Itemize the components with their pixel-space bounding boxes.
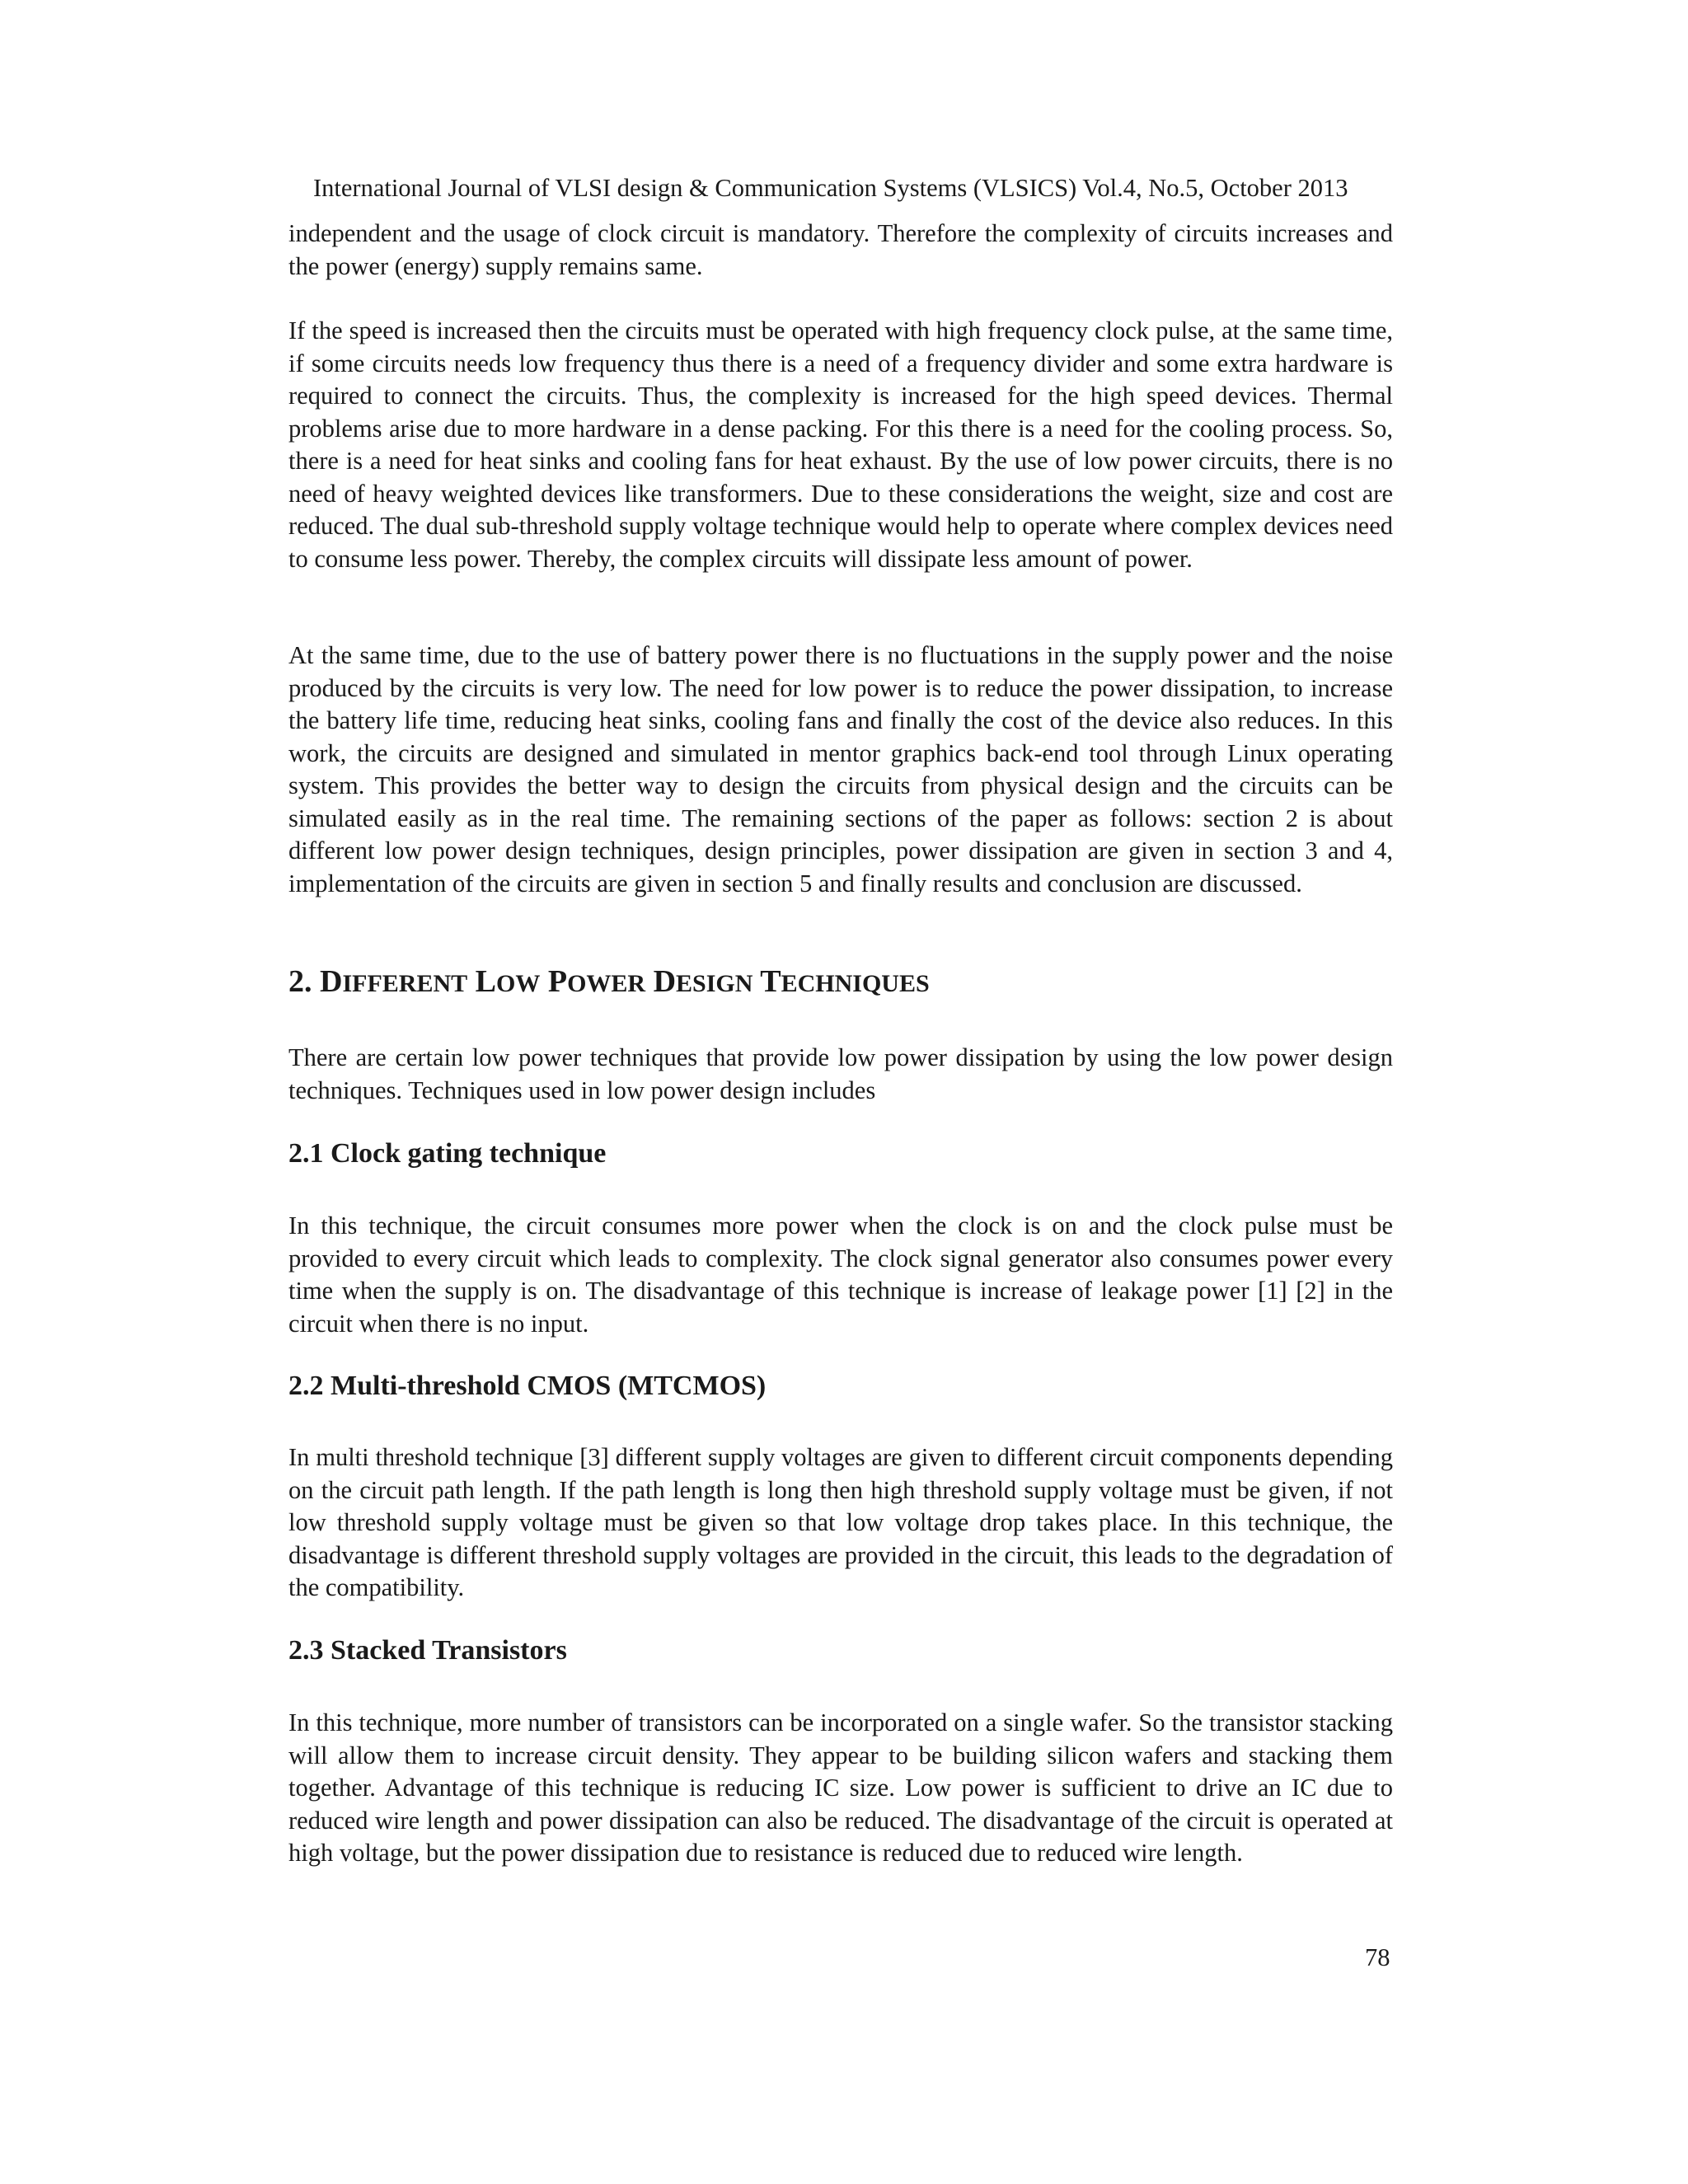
subsection-2-2-text: In multi threshold technique [3] different supply voltages are given to different circuit components depending on the circuit path length. If the path length is long then high threshold supply voltage must be given, if not low threshold supply voltage must be given so that low voltage drop takes place. In this technique, the disadvantage is different threshold supply voltages are provided in the circuit, this leads to the degradation of the compatibility. <box>288 1443 1393 1601</box>
heading-word-rest: OW <box>496 970 541 997</box>
subsection-2-3-text: In this technique, more number of transistors can be incorporated on a single wafer. So the transistor stacking will allow them to increase circuit density. They appear to be building silicon wafers and stacking them together. Advantage of this technique is reducing IC size. Low power is sufficient to drive an IC due to reduced wire length and power dissipation can also be reduced. The disadvantage of the circuit is operated at high voltage, but the power dissipation due to resistance is reduced due to reduced wire length. <box>288 1708 1393 1867</box>
heading-word-initial: L <box>475 964 496 999</box>
heading-word-initial: P <box>547 964 568 999</box>
section-2-heading <box>288 962 1393 1004</box>
section-2-intro: There are certain low power techniques that provide low power dissipation by using the low power design techniques. Techniques used in low power design includes <box>288 1043 1393 1104</box>
heading-word-initial: T <box>760 964 781 999</box>
subsection-2-1-text: In this technique, the circuit consumes more power when the clock is on and the clock pulse must be provided to every circuit which leads to complexity. The clock signal generator also consumes power every time when the supply is on. The disadvantage of this technique is increase of leakage power [1] [2] in the circuit when there is no input. <box>288 1212 1393 1338</box>
running-header: International Journal of VLSI design & Communication Systems (VLSICS) Vol.4, No.5, October 2013 <box>313 174 1348 202</box>
paragraph-speed: If the speed is increased then the circuits must be operated with high frequency clock pulse, at the same time, if some circuits needs low frequency thus there is a need of a frequency divider and some extra hardware is required to connect the circuits. Thus, the complexity is increased for the high speed devices. Thermal problems arise due to more hardware in a dense packing. For this there is a need for the cooling process. So, there is a need for heat sinks and cooling fans for heat exhaust. By the use of low power circuits, there is no need of heavy weighted devices like transformers. Due to these considerations the weight, size and cost are reduced. The dual sub-threshold supply voltage technique would help to operate where complex devices need to consume less power. Thereby, the complex circuits will dissipate less amount of power. <box>288 316 1393 573</box>
subsection-2-1-heading: 2.1 Clock gating technique <box>288 1138 607 1169</box>
subsection-2-2-heading: 2.2 Multi-threshold CMOS (MTCMOS) <box>288 1371 767 1401</box>
paragraph-battery: At the same time, due to the use of battery power there is no fluctuations in the supply power and the noise produced by the circuits is very low. The need for low power is to reduce the power dissipation, to increase the battery life time, reducing heat sinks, cooling fans and finally the cost of the device also reduces. In this work, the circuits are designed and simulated in mentor graphics back-end tool through Linux operating system. This provides the better way to design the circuits from physical design and the circuits can be simulated easily as in the real time. The remaining sections of the paper as follows: section 2 is about different low power design techniques, design principles, power dissipation are given in section 3 and 4, implementation of the circuits are given in section 5 and finally results and conclusion are discussed. <box>288 641 1393 898</box>
heading-word-rest: IFFERENT <box>342 970 468 997</box>
page-number: 78 <box>1365 1943 1390 1971</box>
heading-word-rest: OWER <box>567 970 646 997</box>
heading-word-rest: ECHNIQUES <box>781 970 930 997</box>
heading-word-initial: D <box>320 964 343 999</box>
heading-word-initial: D <box>653 964 677 999</box>
paragraph-continuation: independent and the usage of clock circuit is mandatory. Therefore the complexity of circuits increases and the power (energy) supply remains same. <box>288 219 1393 280</box>
section-2-number: 2. <box>288 964 320 999</box>
heading-word-rest: ESIGN <box>676 970 753 997</box>
subsection-2-3-heading: 2.3 Stacked Transistors <box>288 1635 567 1666</box>
